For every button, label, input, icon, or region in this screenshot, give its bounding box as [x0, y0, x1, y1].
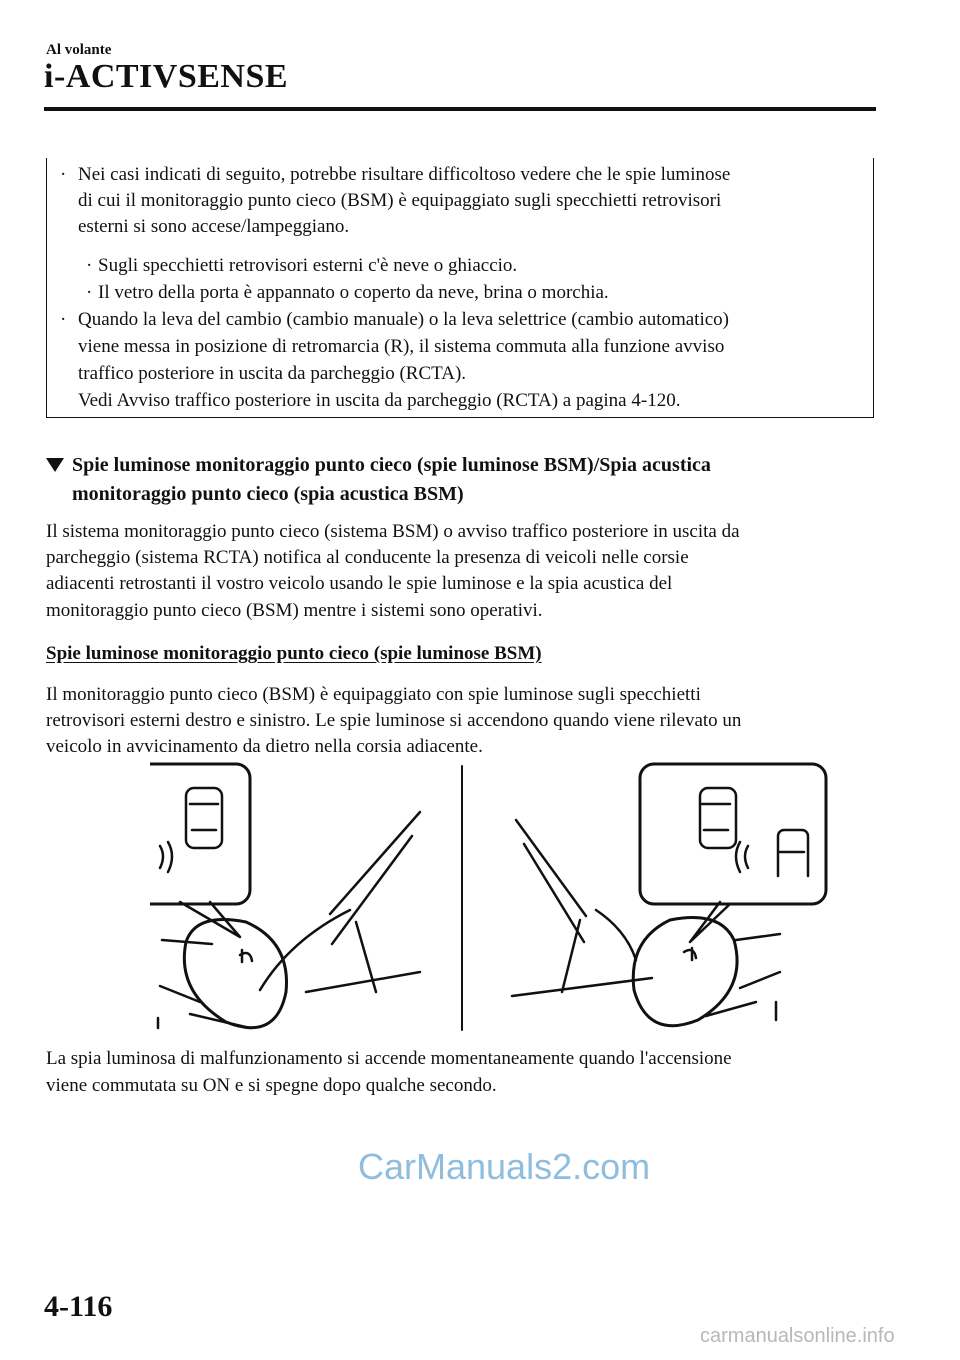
note-text: viene messa in posizione di retromarcia (R), il sistema commuta alla funzione avviso	[78, 336, 725, 357]
body-text: monitoraggio punto cieco (BSM) mentre i sistemi sono operativi.	[46, 600, 543, 621]
title-rule	[44, 107, 876, 111]
bullet-dot: ·	[60, 309, 67, 330]
bullet-dot: ·	[86, 282, 93, 303]
section-title: i-ACTIVSENSE	[44, 58, 289, 95]
note-text: Vedi Avviso traffico posteriore in uscita da parcheggio (RCTA) a pagina 4-120.	[78, 390, 681, 411]
mirror-illustration	[150, 760, 830, 1035]
left-mirror-figure	[150, 764, 420, 1028]
section-heading: monitoraggio punto cieco (spia acustica BSM)	[72, 483, 464, 505]
note-subbullet: Sugli specchietti retrovisori esterni c'è neve o ghiaccio.	[98, 255, 518, 276]
note-text: Nei casi indicati di seguito, potrebbe risultare difficoltoso vedere che le spie luminose	[78, 164, 731, 185]
note-text: traffico posteriore in uscita da parcheggio (RCTA).	[78, 363, 467, 384]
bullet-dot: ·	[60, 164, 67, 185]
body-text: Il monitoraggio punto cieco (BSM) è equipaggiato con spie luminose sugli specchietti	[46, 684, 701, 705]
bullet-dot: ·	[86, 255, 93, 276]
body-text: veicolo in avvicinamento da dietro nella corsia adiacente.	[46, 736, 483, 757]
note-subbullet: Il vetro della porta è appannato o coperto da neve, brina o morchia.	[98, 282, 609, 303]
footer-watermark: carmanualsonline.info	[700, 1325, 895, 1347]
note-text: Quando la leva del cambio (cambio manuale) o la leva selettrice (cambio automatico)	[78, 309, 730, 330]
body-text: La spia luminosa di malfunzionamento si accende momentaneamente quando l'accensione	[46, 1048, 732, 1069]
body-text: parcheggio (sistema RCTA) notifica al conducente la presenza di veicoli nelle corsie	[46, 547, 689, 568]
body-text: adiacenti retrostanti il vostro veicolo usando le spie luminose e la spia acustica del	[46, 573, 673, 594]
right-mirror-figure	[512, 764, 826, 1026]
section-triangle-icon	[46, 458, 64, 472]
note-text: esterni si sono accese/lampeggiano.	[78, 216, 350, 237]
body-text: retrovisori esterni destro e sinistro. Le spie luminose si accendono quando viene rilevato un	[46, 710, 742, 731]
body-text: Il sistema monitoraggio punto cieco (sistema BSM) o avviso traffico posteriore in uscita da	[46, 521, 740, 542]
watermark: CarManuals2.com	[358, 1146, 651, 1187]
body-text: viene commutata su ON e si spegne dopo qualche secondo.	[46, 1075, 497, 1096]
subheading: Spie luminose monitoraggio punto cieco (spie luminose BSM)	[46, 643, 542, 664]
section-label: Al volante	[46, 42, 112, 58]
page-number: 4-116	[44, 1290, 113, 1323]
section-heading: Spie luminose monitoraggio punto cieco (spie luminose BSM)/Spia acustica	[72, 454, 711, 476]
note-text: di cui il monitoraggio punto cieco (BSM) è equipaggiato sugli specchietti retrovisori	[78, 190, 722, 211]
